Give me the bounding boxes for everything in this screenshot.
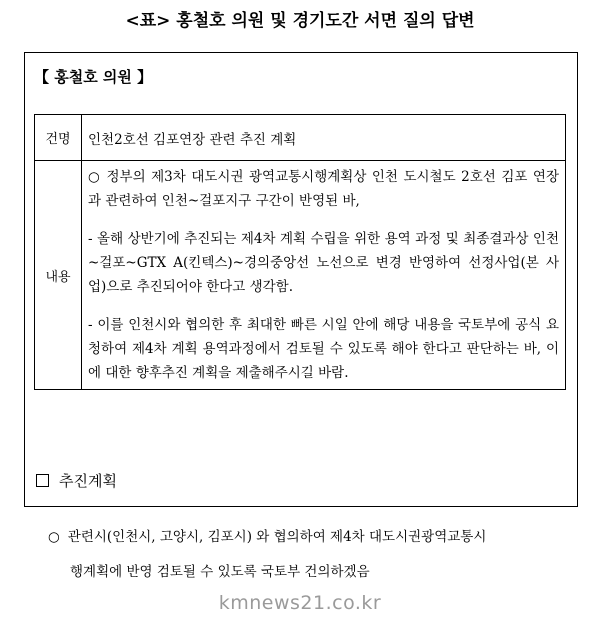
plan-header	[36, 470, 117, 491]
inquiry-table	[34, 114, 566, 390]
subject-label: 건명	[35, 115, 82, 161]
watermark: kmnews21.co.kr	[218, 592, 382, 614]
content-paragraph: - 이를 인천시와 협의한 후 최대한 빠른 시일 안에 해당 내용을 국토부에 공식 요청하여 제4차 계획 용역과정에서 검토될 수 있도록 해야 한다고 판단하는 바, 이에 대한 향후추진 계획을 제출해주시길 바람.	[88, 317, 559, 381]
section-header: 【 홍철호 의원 】	[34, 68, 153, 86]
content-label: 내용	[35, 161, 82, 390]
circle-bullet-icon: ○	[48, 529, 60, 545]
content-paragraph: ○ 정부의 제3차 대도시권 광역교통시행계획상 인천 도시철도 2호선 김포 연장과 관련하여 인천~걸포지구 구간이 반영된 바,	[88, 169, 559, 209]
checkbox-icon	[36, 474, 49, 487]
plan-line	[48, 520, 568, 555]
plan-line-2: 행계획에 반영 검토될 수 있도록 국토부 건의하겠음	[70, 564, 370, 580]
plan-header-label: 추진계획	[59, 472, 117, 490]
plan-line-1: 관련시(인천시, 고양시, 김포시) 와 협의하여 제4차 대도시권광역교통시	[67, 529, 487, 545]
subject-value: 인천2호선 김포연장 관련 추진 계획	[82, 115, 566, 161]
content-cell	[82, 161, 566, 390]
plan-body	[48, 520, 568, 590]
document-title: <표> 홍철호 의원 및 경기도간 서면 질의 답변	[125, 11, 475, 31]
content-paragraph: - 올해 상반기에 추진되는 제4차 계획 수립을 위한 용역 과정 및 최종결과상 인천~걸포~GTX A(킨텍스)~경의중앙선 노선으로 변경 반영하여 선정사업(본 사업)으로 추진되어야 한다고 생각함.	[88, 231, 559, 295]
content-row	[35, 161, 566, 390]
subject-row	[35, 115, 566, 161]
